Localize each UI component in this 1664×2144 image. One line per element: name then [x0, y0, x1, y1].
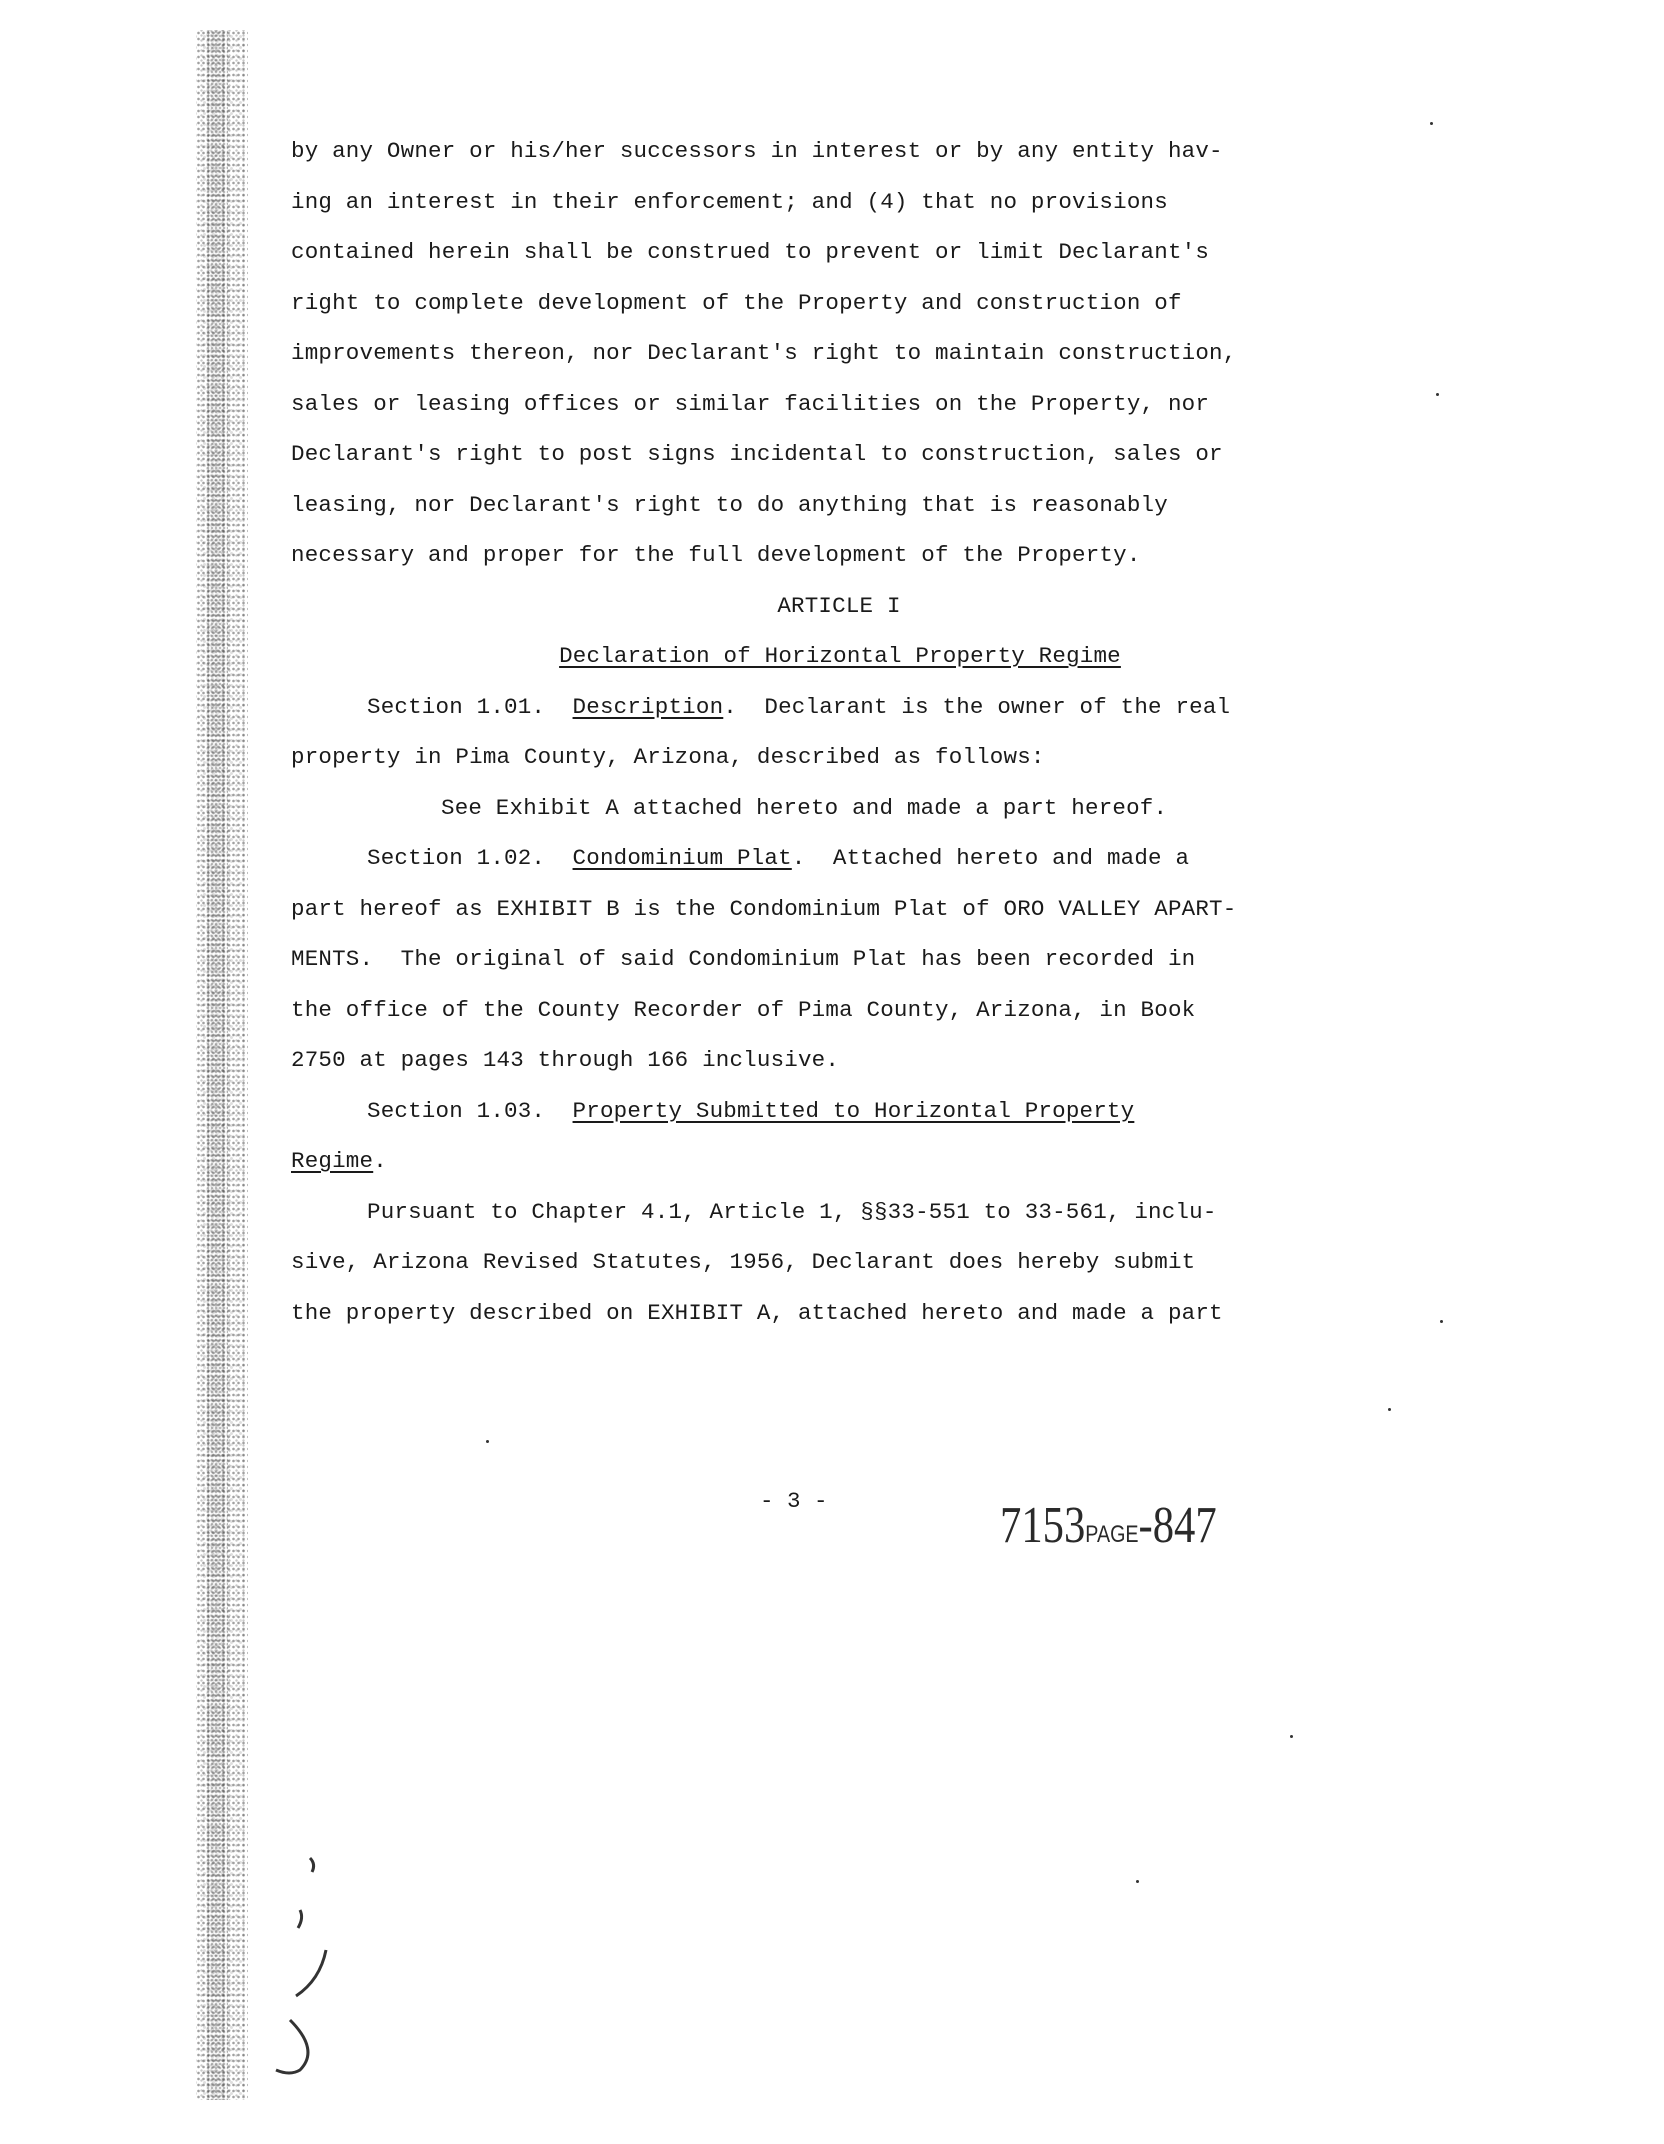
section-title: Description: [572, 693, 724, 720]
section-text: . Declarant is the owner of the real: [723, 693, 1231, 720]
article-title-text: Declaration of Horizontal Property Regime: [559, 643, 1121, 669]
body-line: property in Pima County, Arizona, described as follows:: [291, 744, 1045, 770]
body-line: part hereof as EXHIBIT B is the Condominium Plat of ORO VALLEY APART-: [291, 895, 1237, 922]
scan-speck: [1136, 1880, 1139, 1883]
recording-stamp: [1000, 1496, 1217, 1555]
recording-dash: -: [1138, 1497, 1153, 1554]
body-line: ing an interest in their enforcement; and (4) that no provisions: [291, 188, 1168, 215]
body-line: 2750 at pages 143 through 166 inclusive.: [291, 1047, 840, 1073]
section-1-02-heading-line: [291, 833, 1351, 884]
article-heading: ARTICLE I: [777, 592, 901, 619]
article-title: [291, 631, 1351, 682]
body-line: sive, Arizona Revised Statutes, 1956, Declarant does hereby submit: [291, 1249, 1196, 1275]
scan-speck: [1436, 393, 1439, 396]
scan-speck: [486, 1440, 489, 1443]
body-line: sales or leasing offices or similar facilities on the Property, nor: [291, 390, 1210, 417]
section-title-end: .: [373, 1148, 387, 1174]
scan-speck: [1430, 122, 1433, 125]
body-line: leasing, nor Declarant's right to do anything that is reasonably: [291, 491, 1168, 518]
scan-speck: [1440, 1320, 1443, 1323]
recording-book: 7153: [1000, 1497, 1086, 1554]
section-title: Condominium Plat: [572, 845, 792, 871]
document-body: [291, 126, 1351, 1338]
body-line: right to complete development of the Property and construction of: [291, 289, 1182, 316]
body-line: the property described on EXHIBIT A, attached hereto and made a part: [291, 1299, 1223, 1326]
body-line: Pursuant to Chapter 4.1, Article 1, §§33-551 to 33-561, inclu-: [367, 1198, 1217, 1225]
body-line: contained herein shall be construed to prevent or limit Declarant's: [291, 239, 1210, 265]
section-1-01-heading-line: [291, 682, 1351, 733]
section-label: Section 1.01.: [367, 693, 546, 720]
body-line: improvements thereon, nor Declarant's right to maintain construction,: [291, 340, 1237, 366]
scan-speck: [1290, 1735, 1293, 1738]
exhibit-reference-line: See Exhibit A attached hereto and made a part hereof.: [441, 794, 1168, 821]
section-title: Property Submitted to Horizontal Property: [572, 1097, 1135, 1124]
section-label: Section 1.03.: [367, 1097, 546, 1124]
body-line: necessary and proper for the full development of the Property.: [291, 542, 1141, 568]
section-label: Section 1.02.: [367, 845, 546, 871]
recording-page: 847: [1152, 1497, 1217, 1554]
body-line: Declarant's right to post signs incidental to construction, sales or: [291, 441, 1223, 467]
recording-page-label: PAGE: [1085, 1521, 1139, 1548]
section-1-03-heading-line: [291, 1086, 1351, 1137]
handwritten-mark-icon: [270, 1850, 390, 2080]
section-title-cont: Regime: [291, 1148, 374, 1174]
body-line: by any Owner or his/her successors in interest or by any entity hav-: [291, 138, 1223, 164]
page-number: - 3 -: [760, 1488, 828, 1514]
body-line: the office of the County Recorder of Pima County, Arizona, in Book: [291, 996, 1196, 1023]
body-line: MENTS. The original of said Condominium Plat has been recorded in: [291, 946, 1196, 972]
scan-speck: [1388, 1408, 1391, 1411]
binding-edge-speckle-inner: [206, 30, 228, 2100]
section-text: . Attached hereto and made a: [791, 845, 1190, 871]
section-title-continuation: [291, 1136, 1351, 1187]
